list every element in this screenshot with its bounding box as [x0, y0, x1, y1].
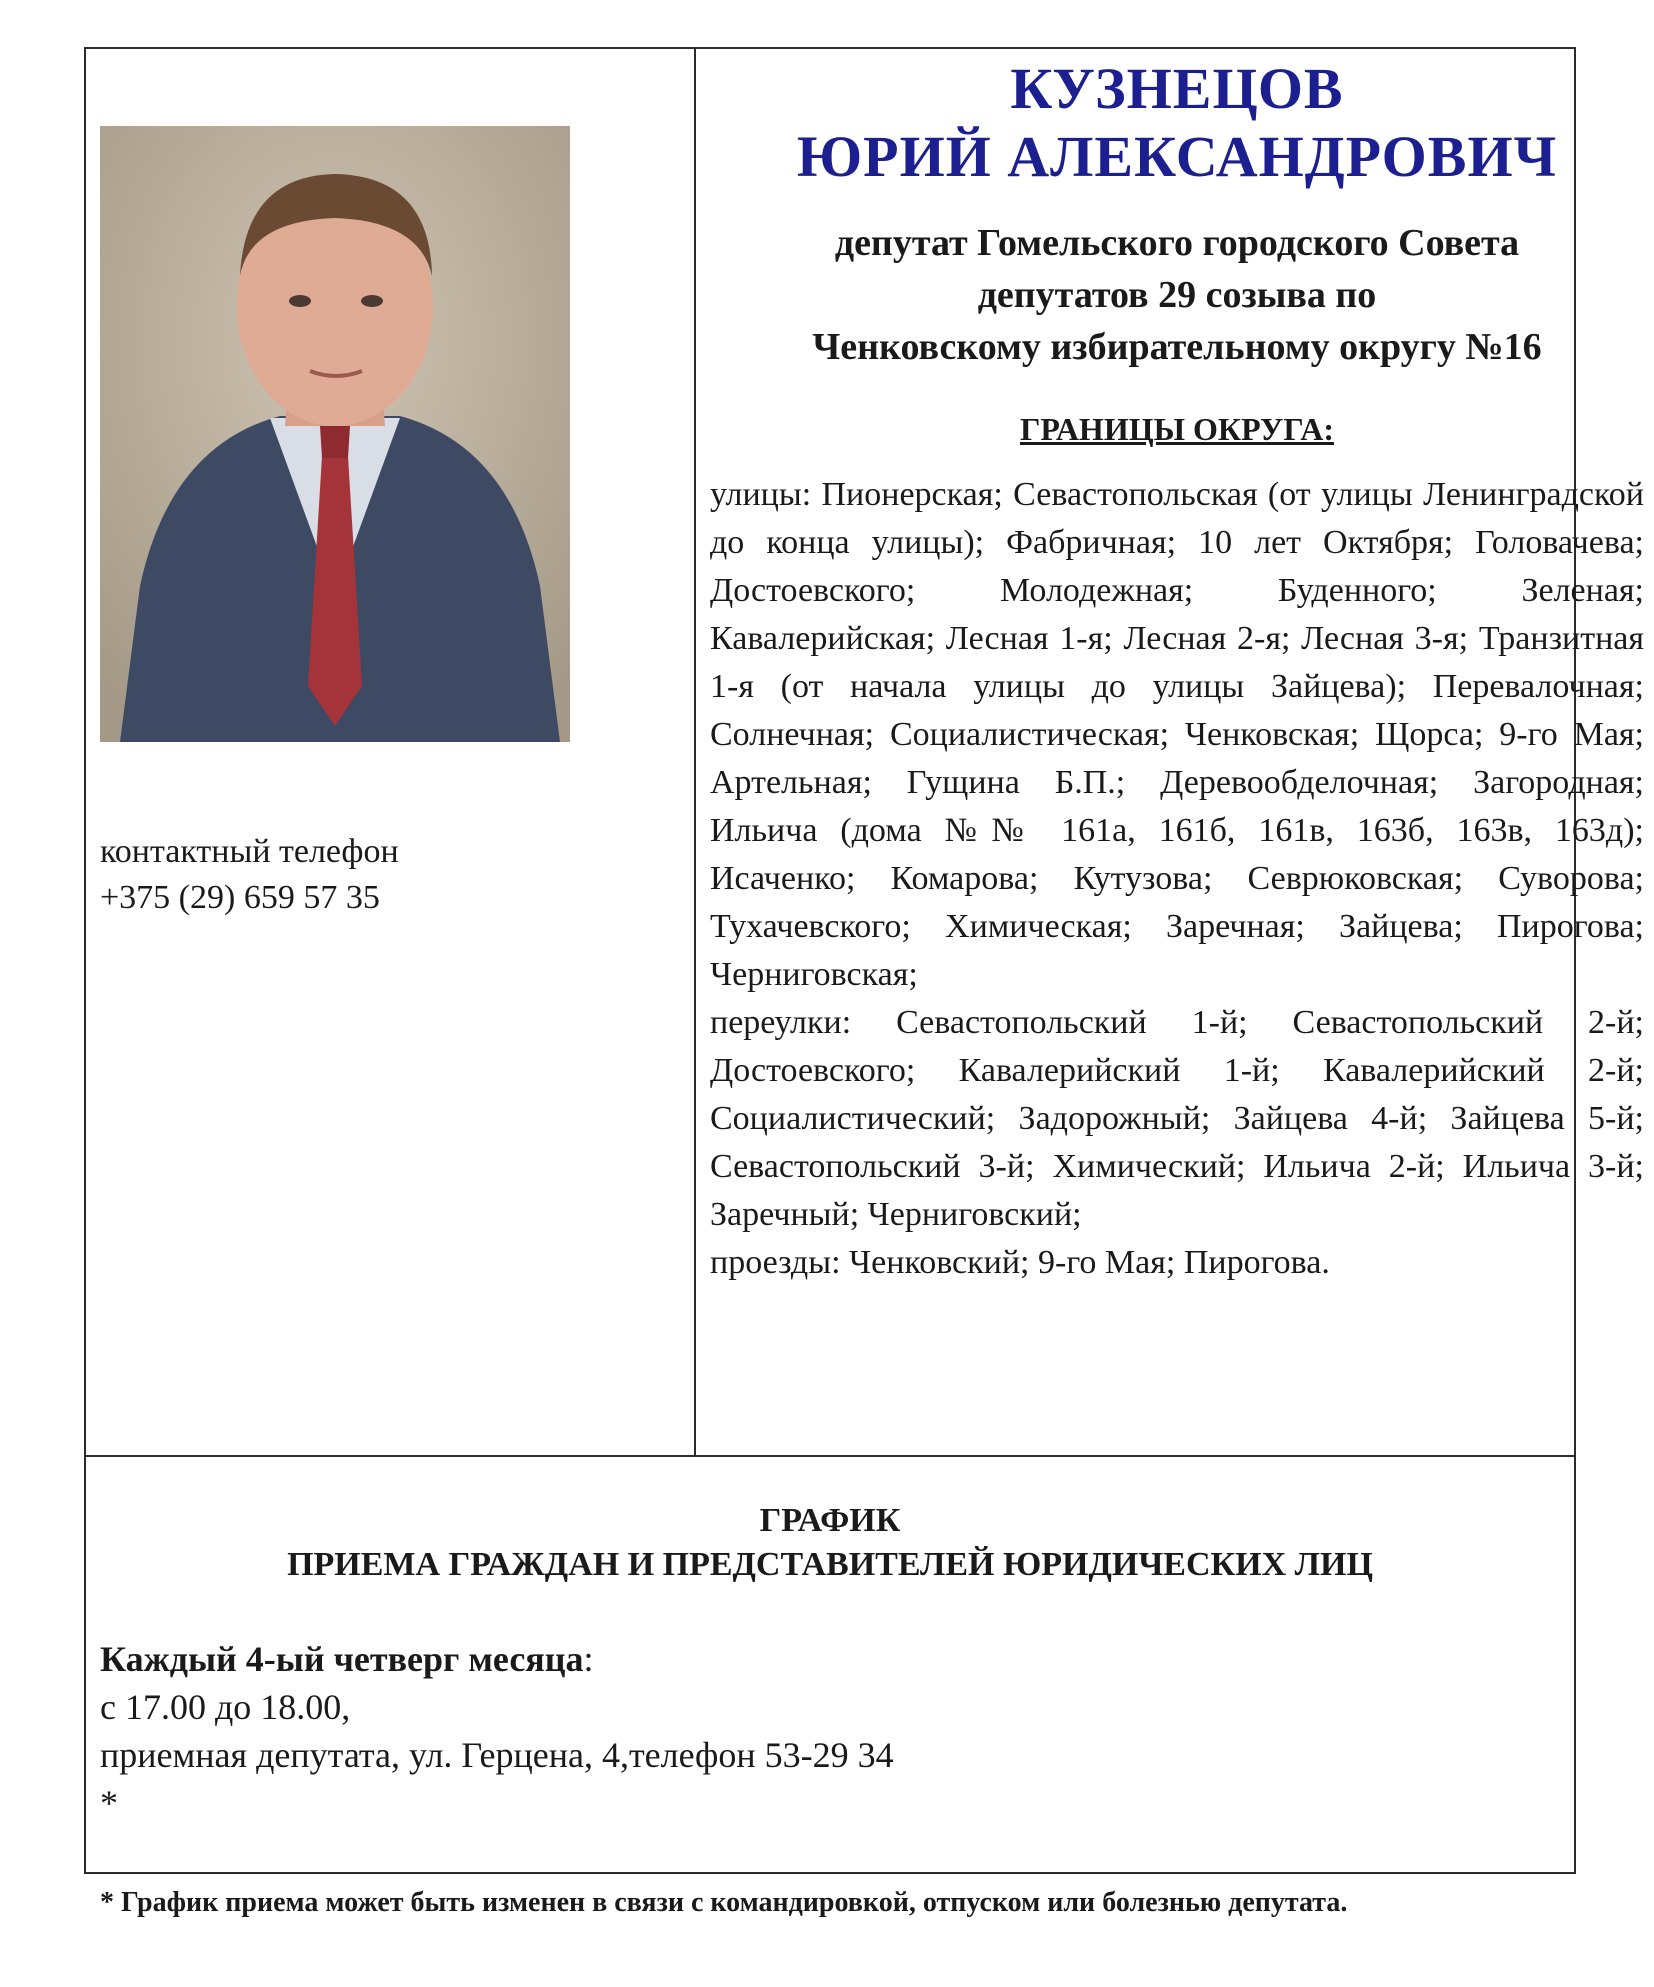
schedule-time: с 17.00 до 18.00, — [100, 1687, 351, 1727]
deputy-info-column — [710, 49, 1644, 1287]
district-passages: проезды: Ченковский; 9-го Мая; Пирогова. — [710, 1244, 1330, 1281]
contact-block — [100, 829, 399, 921]
deputy-title-line: Ченковскому избирательному округу №16 — [812, 326, 1542, 368]
deputy-name — [710, 55, 1644, 191]
schedule-day-line — [100, 1635, 894, 1683]
district-lanes: переулки: Севастопольский 1-й; Севастопольский 2-й; Достоевского; Кавалерийский 1-й; Кавалерийский 2-й; Социалистический; Задорожный; Зайцева 4-й; Зайцева 5-й; Севастопольский 3-й; Химический; Ильича 2-й; Ильича 3-й; Заречный; Черниговский; — [710, 1004, 1644, 1233]
schedule-heading — [86, 1499, 1574, 1587]
deputy-title — [710, 217, 1644, 373]
schedule-day: Каждый 4-ый четверг месяца — [100, 1639, 584, 1679]
schedule-details — [100, 1635, 894, 1827]
schedule-asterisk: * — [100, 1783, 118, 1823]
district-bounds-heading: ГРАНИЦЫ ОКРУГА: — [1020, 411, 1334, 447]
district-bounds-list — [710, 471, 1644, 1287]
deputy-title-line: депутатов 29 созыва по — [977, 274, 1377, 316]
schedule-day-suffix: : — [583, 1639, 594, 1679]
contact-label: контактный телефон — [100, 833, 399, 870]
column-divider — [694, 49, 696, 1455]
deputy-portrait-photo — [100, 126, 570, 742]
schedule-subtitle: ПРИЕМА ГРАЖДАН И ПРЕДСТАВИТЕЛЕЙ ЮРИДИЧЕСКИХ ЛИЦ — [287, 1546, 1373, 1583]
deputy-title-line: депутат Гомельского городского Совета — [834, 222, 1520, 264]
schedule-footnote: * График приема может быть изменен в связи с командировкой, отпуском или болезнью депутата. — [100, 1887, 1348, 1918]
section-divider — [86, 1455, 1574, 1457]
schedule-place: приемная депутата, ул. Герцена, 4,телефон 53-29 34 — [100, 1735, 894, 1775]
district-streets: улицы: Пионерская; Севастопольская (от улицы Ленинградской до конца улицы); Фабричная; 10 лет Октября; Головачева; Достоевского; Молодежная; Буденного; Зеленая; Кавалерийская; Лесная 1-я; Лесная 2-я; Лесная 3-я; Транзитная 1-я (от начала улицы до улицы Зайцева); Перевалочная; Солнечная; Социалистическая; Ченковская; Щорса; 9-го Мая; Артельная; Гущина Б.П.; Деревообделочная; Загородная; Ильича (дома №№ 161а, 161б, 161в, 163б, 163в, 163д); Исаченко; Комарова; Кутузова; Севрюковская; Суворова; Тухачевского; Химическая; Заречная; Зайцева; Пирогова; Черниговская; — [710, 476, 1644, 993]
deputy-given-names: ЮРИЙ АЛЕКСАНДРОВИЧ — [796, 124, 1558, 189]
contact-phone: +375 (29) 659 57 35 — [100, 879, 380, 916]
schedule-title: ГРАФИК — [759, 1502, 901, 1539]
document-frame — [84, 47, 1644, 1874]
deputy-surname: КУЗНЕЦОВ — [1010, 56, 1344, 121]
portrait-illustration — [100, 126, 570, 742]
